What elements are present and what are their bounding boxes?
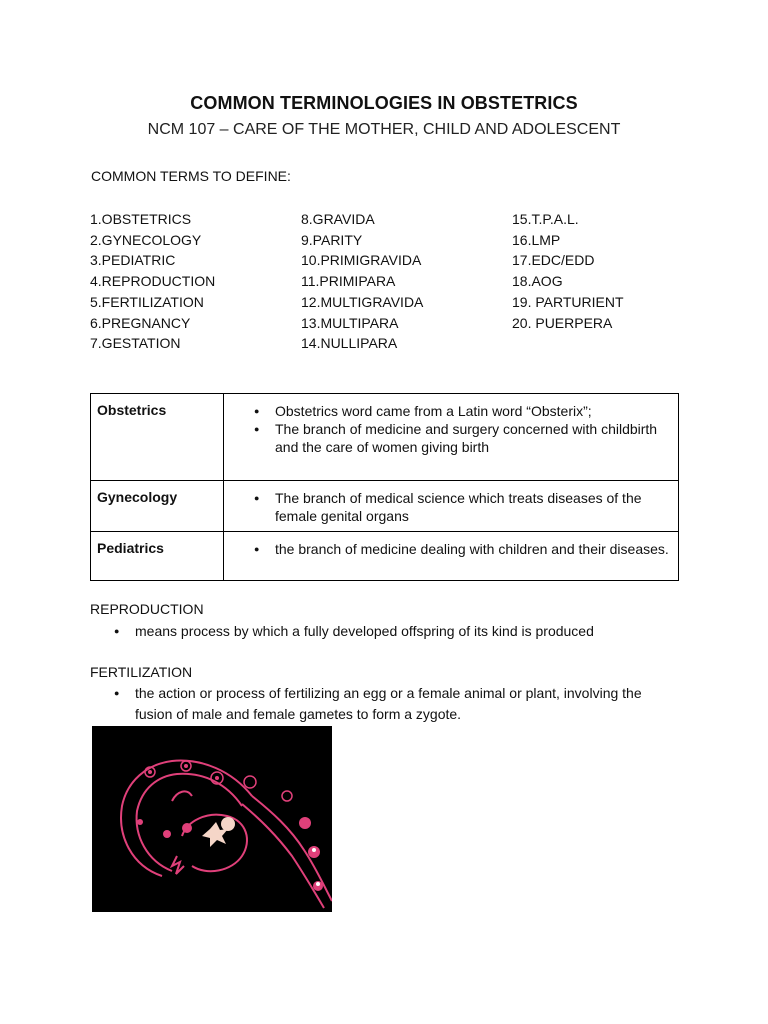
definition-bullet: ● the branch of medicine dealing with children and their diseases. [275,540,672,558]
terms-column-1 [90,209,215,354]
term-cell: Gynecology [91,481,224,532]
fertilization-bullet: ● the action or process of fertilizing an egg or a female animal or plant, involving the fusion of male and female gametes to form a zygote. [135,683,675,725]
term-item: 13.MULTIPARA [301,314,399,331]
page-title: COMMON TERMINOLOGIES IN OBSTETRICS [190,93,578,113]
term-item: 9.PARITY [301,231,363,248]
table-row [91,481,679,532]
fertilization-illustration [92,726,332,912]
definition-bullet: ● The branch of medicine and surgery concerned with childbirth and the care of women giving birth [275,420,672,456]
term-item: 7.GESTATION [90,335,181,352]
definitions-table [90,393,679,581]
term-item: 20. PUERPERA [512,314,613,331]
term-item: 14.NULLIPARA [301,335,398,352]
definition-list [230,489,672,525]
term-item: 15.T.P.A.L. [512,211,579,227]
reproduction-bullet: ● means process by which a fully developed offspring of its kind is produced [135,621,675,642]
definition-bullet: ● The branch of medical science which treats diseases of the female genital organs [275,489,672,525]
term-item: 6.PREGNANCY [90,314,191,331]
reproduction-heading: REPRODUCTION [90,601,204,617]
term-cell: Obstetrics [91,394,224,481]
table-row [91,394,679,481]
term-item: 2.GYNECOLOGY [90,231,202,248]
fertilization-diagram [92,726,332,912]
definition-bullet: ● Obstetrics word came from a Latin word “Obsterix”; [275,402,672,420]
term-item: 11.PRIMIPARA [301,273,396,290]
definition-cell [224,394,679,481]
definition-cell [224,532,679,581]
term-item: 10.PRIMIGRAVIDA [301,252,422,269]
definition-list [230,540,672,558]
page-subtitle: NCM 107 – CARE OF THE MOTHER, CHILD AND ADOLESCENT [147,121,621,138]
definition-cell [224,481,679,532]
term-item: 8.GRAVIDA [301,211,375,227]
term-item: 1.OBSTETRICS [90,211,192,227]
terms-heading: COMMON TERMS TO DEFINE: [91,168,291,184]
definition-list [230,402,672,456]
term-cell: Pediatrics [91,532,224,581]
terms-column-3 [512,209,624,333]
term-item: 3.PEDIATRIC [90,252,176,269]
fertilization-heading: FERTILIZATION [90,664,193,680]
term-item: 19. PARTURIENT [512,293,624,310]
term-item: 16.LMP [512,231,561,248]
term-item: 12.MULTIGRAVIDA [301,293,424,310]
term-item: 4.REPRODUCTION [90,273,216,290]
terms-column-2 [301,209,423,354]
term-item: 18.AOG [512,273,563,290]
term-item: 17.EDC/EDD [512,252,595,269]
term-item: 5.FERTILIZATION [90,293,204,310]
table-row [91,532,679,581]
